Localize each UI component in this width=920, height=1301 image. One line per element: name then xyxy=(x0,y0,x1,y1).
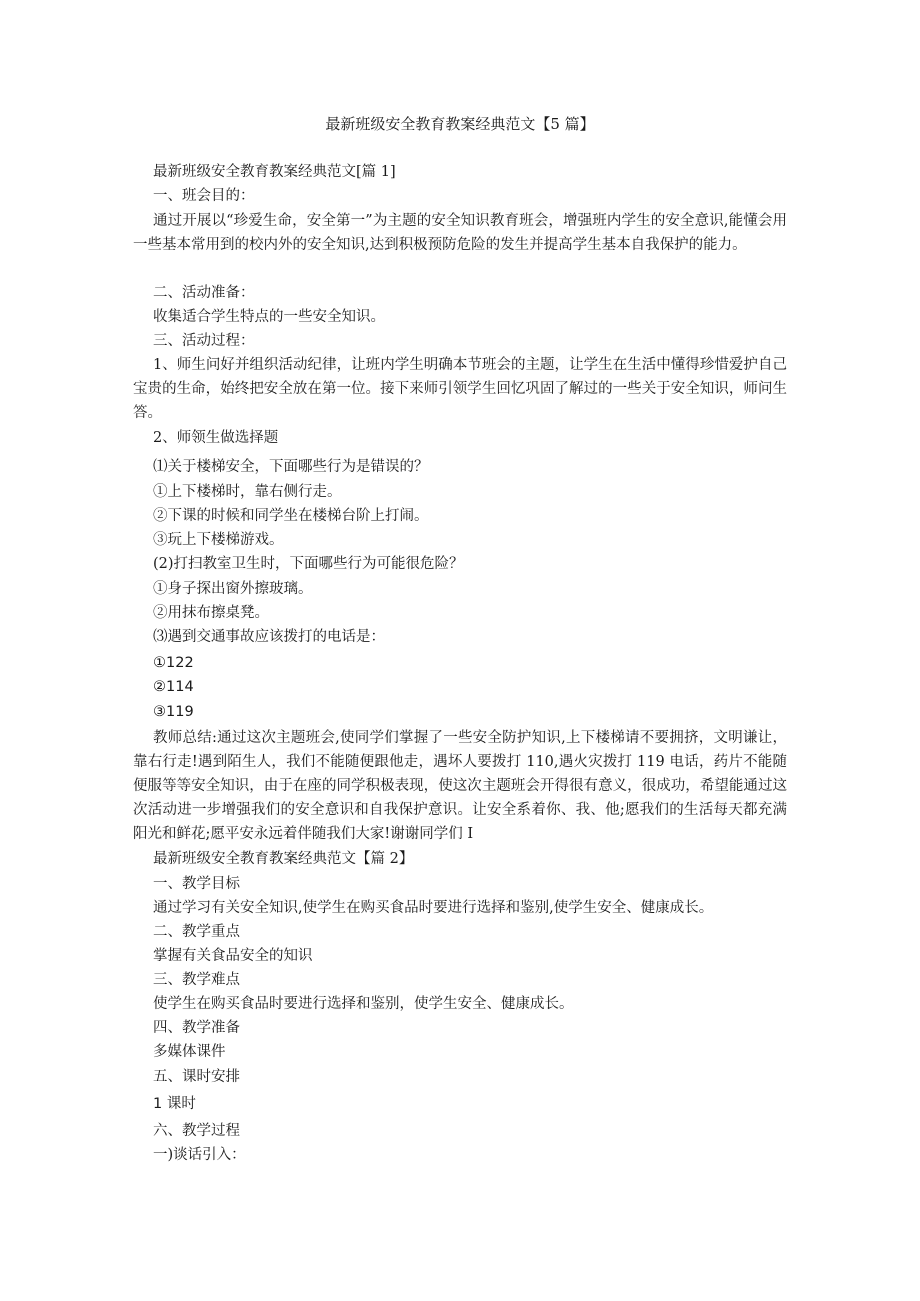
option: ①上下楼梯时，靠右侧行走。 xyxy=(153,484,342,500)
list-item: 2、师领生做选择题 xyxy=(153,430,279,446)
document-title: 最新班级安全教育教案经典范文【5 篇】 xyxy=(325,115,595,133)
subheading: 六、教学过程 xyxy=(153,1123,240,1139)
subheading: 四、教学准备 xyxy=(153,1020,240,1036)
option: ②下课的时候和同学坐在楼梯台阶上打闹。 xyxy=(153,508,429,524)
subheading: 五、课时安排 xyxy=(153,1069,240,1085)
option: ②用抹布擦桌凳。 xyxy=(153,605,269,621)
paragraph: 掌握有关食品安全的知识 xyxy=(153,948,313,964)
option: ②114 xyxy=(153,679,194,695)
option: ③119 xyxy=(153,704,194,720)
subheading: 一、班会目的： xyxy=(153,188,255,204)
section-heading-2: 最新班级安全教育教案经典范文【篇 2】 xyxy=(153,851,414,867)
section-heading-1: 最新班级安全教育教案经典范文[篇 1] xyxy=(153,164,396,180)
subheading: 一、教学目标 xyxy=(153,876,240,892)
subheading: 一)谈话引入： xyxy=(153,1147,246,1163)
subheading: 三、活动过程： xyxy=(153,333,255,349)
paragraph: 多媒体课件 xyxy=(153,1044,226,1060)
paragraph: 通过开展以“珍爱生命，安全第一”为主题的安全知识教育班会，增强班内学生的安全意识,能懂会用一些基本常用到的校内外的安全知识,达到积极预防危险的发生并提高学生基本自我保护的能力。 xyxy=(133,213,787,253)
paragraph: 通过学习有关安全知识,使学生在购买食品时要进行选择和鉴别,使学生安全、健康成长。 xyxy=(153,900,714,916)
option: ③玩上下楼梯游戏。 xyxy=(153,532,284,548)
paragraph: 使学生在购买食品时要进行选择和鉴别，使学生安全、健康成长。 xyxy=(153,996,574,1012)
question-1: ⑴关于楼梯安全，下面哪些行为是错误的？ xyxy=(153,459,429,475)
question-2: (2)打扫教室卫生时，下面哪些行为可能很危险？ xyxy=(153,556,464,572)
paragraph: 1 课时 xyxy=(153,1096,196,1112)
question-3: ⑶遇到交通事故应该拨打的电话是： xyxy=(153,629,385,645)
option: ①122 xyxy=(153,655,194,671)
paragraph: 1、师生问好并组织活动纪律，让班内学生明确本节班会的主题，让学生在生活中懂得珍惜爱护自己宝贵的生命，始终把安全放在第一位。接下来师引领学生回忆巩固了解过的一些关于安全知识，师问生答。 xyxy=(133,357,787,421)
teacher-summary: 教师总结:通过这次主题班会,使同学们掌握了一些安全防护知识,上下楼梯请不要拥挤，文明谦让，靠右行走!遇到陌生人，我们不能随便跟他走，遇坏人要拨打 110,遇火灾拨打 119 电话，药片不能随便服等等安全知识，由于在座的同学积极表现，使这次主题班会开得很有意义，很成功，希望能通过这次活动进一步增强我们的安全意识和自我保护意识。让安全系着你、我、他;愿我们的生活每天都充满阳光和鲜花;愿平安永远着伴随我们大家!谢谢同学们 I xyxy=(133,730,787,842)
subheading: 二、教学重点 xyxy=(153,924,240,940)
paragraph: 收集适合学生特点的一些安全知识。 xyxy=(153,309,385,325)
option: ①身子探出窗外擦玻璃。 xyxy=(153,581,313,597)
subheading: 二、活动准备： xyxy=(153,285,255,301)
subheading: 三、教学难点 xyxy=(153,972,240,988)
